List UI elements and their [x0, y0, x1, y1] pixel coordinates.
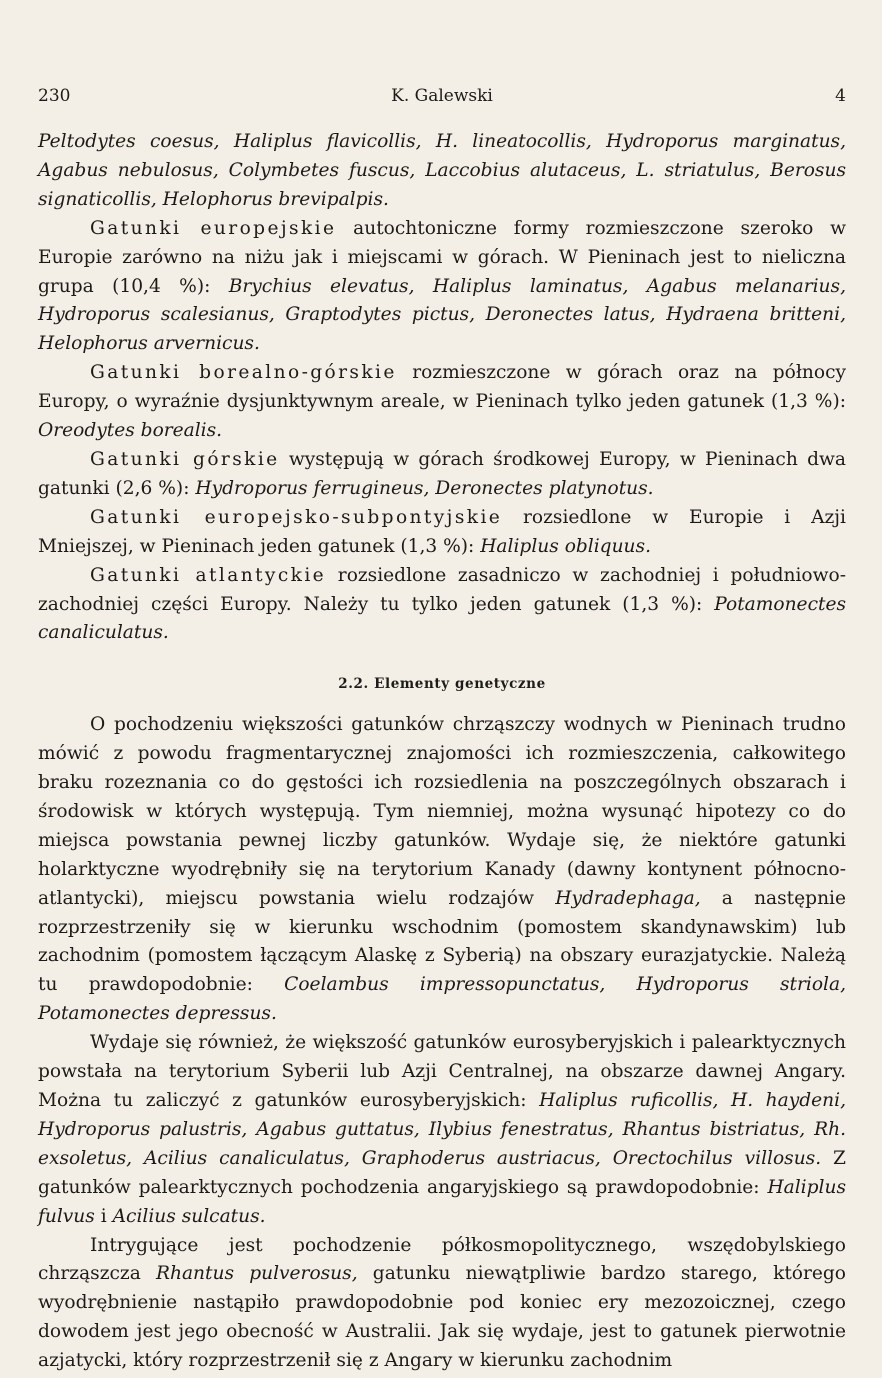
- running-header: [38, 86, 846, 110]
- paragraph-european-subpontic: [38, 504, 846, 562]
- text-run: rozmieszczone w górach oraz na północy Europy, o wyraźnie dysjunktywnym areale, w Pieninach tylko jeden gatunek (1,3 %):: [38, 362, 846, 413]
- paragraph-origin: [38, 711, 846, 1029]
- paragraph-montane: [38, 446, 846, 504]
- text-run: i: [94, 1205, 113, 1227]
- text-run: a następnie rozprzestrzeniły się w kierunku wschodnim (pomostem skandynawskim) lub zachodnim (pomostem łączącym Alaskę z Syberią) na obszary eurazjatyckie. Należą tu prawdopodobnie:: [38, 887, 846, 996]
- paragraph-rhantus: [38, 1232, 846, 1377]
- species-name: Acilius sulcatus.: [112, 1205, 266, 1227]
- species-name: Haliplus fulvus: [38, 1176, 846, 1227]
- text-run: Wydaje się również, że większość gatunków eurosyberyjskich i palearktycznych powstała na terytorium Syberii lub Azji Centralnej, na obszarze dawnej Angary. Można tu zaliczyć z gatunków eurosyberyjskich:: [38, 1032, 846, 1111]
- running-head-author: K. Galewski: [391, 86, 493, 106]
- spaced-term: Gatunki europejskie: [90, 217, 337, 239]
- paragraph-atlantic: [38, 562, 846, 649]
- spaced-term: Gatunki europejsko-subpontyjskie: [90, 506, 503, 528]
- body-text: [38, 128, 846, 1376]
- text-run: rozsiedlone w Europie i Azji Mniejszej, w Pieninach jeden gatunek (1,3 %):: [38, 506, 847, 557]
- page-number: 230: [38, 86, 71, 106]
- species-names: Potamonectes canaliculatus.: [38, 593, 846, 644]
- paragraph-european: [38, 215, 846, 360]
- text-run: Z gatunków palearktycznych pochodzenia angaryjskiego są prawdopodobnie:: [38, 1147, 846, 1198]
- text-run: rozsiedlone zasadniczo w zachodniej i południowo-zachodniej części Europy. Należy tu tylko jeden gatunek (1,3 %):: [38, 564, 846, 615]
- running-head-right-mark: 4: [835, 86, 846, 106]
- species-names: Hydroporus ferrugineus, Deronectes platynotus.: [195, 477, 654, 499]
- text-run: Intrygujące jest pochodzenie półkosmopolitycznego, wszędobylskiego chrząszcza: [38, 1234, 846, 1285]
- species-names: Coelambus impressopunctatus, Hydroporus striola, Potamonectes depressus.: [38, 974, 846, 1025]
- text-run: występują w górach środkowej Europy, w Pieninach dwa gatunki (2,6 %):: [38, 448, 846, 499]
- species-names: Brychius elevatus, Haliplus laminatus, Agabus melanarius, Hydroporus scalesianus, Graptodytes pictus, Deronectes latus, Hydraena britteni, Helophorus arvernicus.: [38, 275, 846, 355]
- spaced-term: Gatunki atlantyckie: [90, 564, 327, 586]
- spaced-term: Gatunki górskie: [90, 448, 280, 470]
- taxon-name: Hydradephaga,: [555, 887, 701, 909]
- species-names: Peltodytes coesus, Haliplus flavicollis, H. lineatocollis, Hydroporus marginatus, Agabus nebulosus, Colymbetes fuscus, Laccobius alutaceus, L. striatulus, Berosus signaticollis, Helophorus brevipalpis.: [38, 131, 846, 210]
- paragraph-species-list: [38, 128, 846, 215]
- text-run: O pochodzeniu większości gatunków chrząszczy wodnych w Pieninach trudno mówić z powodu fragmentarycznej znajomości ich rozmieszczenia, całkowitego braku rozeznania co do gęstości ich rozsiedlenia na poszczególnych obszarach i środowisk w których występują. Tym niemniej, można wysunąć hipotezy co do miejsca powstania pewnej liczby gatunków. Wydaje się, że niektóre gatunki holarktyczne wyodrębniły się na terytorium Kanady (dawny kontynent północno-atlantycki), miejscu powstania wielu rodzajów: [38, 714, 846, 909]
- species-names: Haliplus ruficollis, H. haydeni, Hydroporus palustris, Agabus guttatus, Ilybius fenestratus, Rhantus bistriatus, Rh. exsoletus, Acilius canaliculatus, Graphoderus austriacus, Orectochilus villosus.: [38, 1090, 846, 1169]
- text-run: gatunku niewątpliwie bardzo starego, którego wyodrębnienie nastąpiło prawdopodobnie pod koniec ery mezozoicznej, czego dowodem jest jego obecność w Australii. Jak się wydaje, jest to gatunek pierwotnie azjatycki, który rozprzestrzenił się z Angary w kierunku zachodnim: [38, 1263, 846, 1372]
- spaced-term: Gatunki borealno-górskie: [90, 362, 397, 384]
- section-heading: 2.2. Elementy genetyczne: [338, 676, 546, 693]
- paragraph-angara: [38, 1029, 846, 1231]
- species-name: Rhantus pulverosus,: [156, 1263, 358, 1285]
- text-run: autochtoniczne formy rozmieszczone szeroko w Europie zarówno na niżu jak i miejscami w górach. W Pieninach jest to nieliczna grupa (10,4 %):: [38, 217, 847, 297]
- species-names: Oreodytes borealis.: [38, 420, 223, 442]
- species-names: Haliplus obliquus.: [480, 535, 651, 557]
- paragraph-boreal-montane: [38, 359, 846, 446]
